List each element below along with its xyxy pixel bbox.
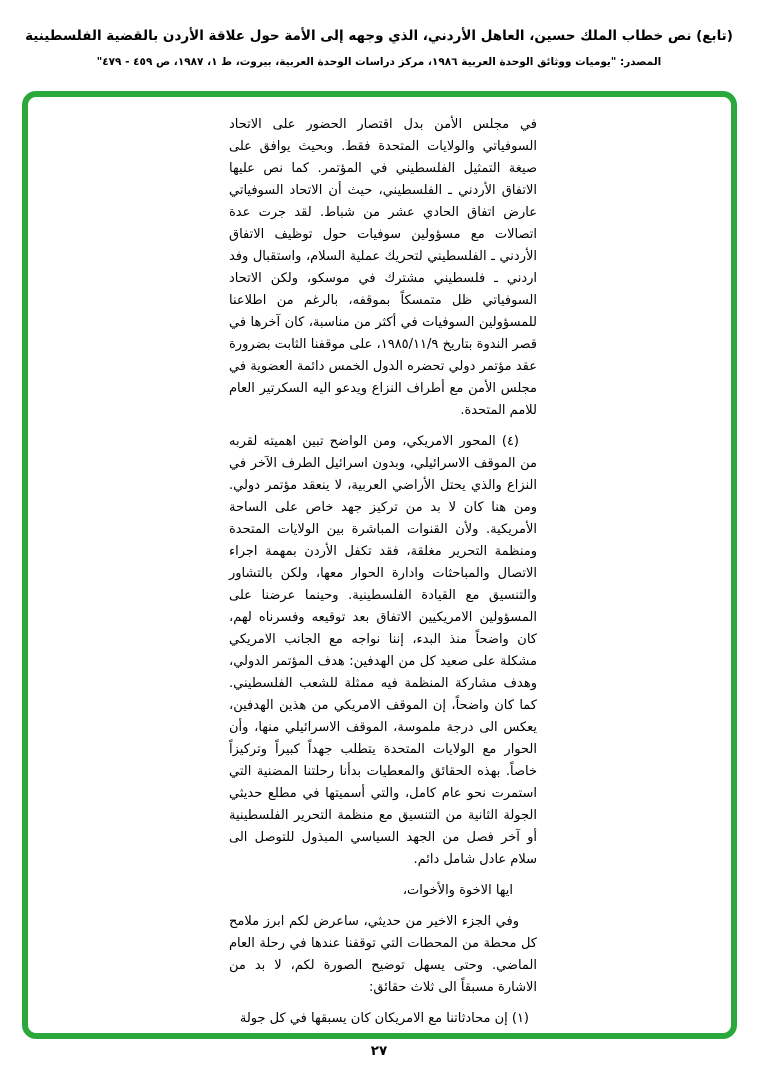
document-body — [229, 114, 537, 1039]
source-citation: المصدر: "يوميات ووثائق الوحدة العربية ١٩٨٦، مركز دراسات الوحدة العربية، بيروت، ط ١، ١٩٨٧، ص ٤٥٩ - ٤٧٩" — [96, 56, 662, 68]
body-paragraph-2: (٤) المحور الامريكي، ومن الواضح تبين اهميته لقربه من الموقف الاسرائيلي، وبدون اسرائيل الطرف الآخر في النزاع والذي يحتل الأراضي العربية، لا ينعقد مؤتمر دولي. ومن هنا كان لا بد من تركيز جهد خاص على الساحة الأمريكية. ولأن القنوات المباشرة بين الولايات المتحدة ومنظمة التحرير مغلقة، فقد تكفل الأردن بمهمة اجراء الاتصال والمباحثات وادارة الحوار معها، ولكن بالتشاور والتنسيق مع القيادة الفلسطينية. وحينما عرضنا على المسؤولين الامريكيين الاتفاق بعد توقيعه وفسرناه لهم، كان واضحاً منذ البدء، إننا نواجه مع الجانب الامريكي مشكلة على صعيد كل من الهدفين: هدف المؤتمر الدولي، وهدف مشاركة المنظمة فيه ممثلة للشعب الفلسطيني. كما كان واضحاً، إن الموقف الامريكي من هذين الهدفين، يعكس الى درجة ملموسة، الموقف الاسرائيلي منها، وأن الحوار مع الولايات المتحدة يتطلب جهداً كبيراً وتركيزاً خاصاً. بهذه الحقائق والمعطيات بدأنا رحلتنا المضنية التي استمرت نحو عام كامل، والتي أسميتها في مطلع حديثي الجولة الثانية من التنسيق مع منظمة التحرير الفلسطينية أو آخر فصل من الجهد السياسي المبذول للتوصل الى سلام عادل شامل دائم. — [229, 434, 537, 867]
numbered-item-1: (١) إن محادثاتنا مع الامريكان كان يسبقها في كل جولة — [239, 1011, 529, 1026]
page-header — [0, 26, 758, 70]
body-paragraph-1: في مجلس الأمن بدل اقتصار الحضور على الاتحاد السوفياتي والولايات المتحدة فقط. وبحيث يوافق على صيغة التمثيل الفلسطيني في المؤتمر. كما نص عليها الاتفاق الأردني ـ الفلسطيني، حيث أن الاتحاد السوفياتي عارض اتفاق الحادي عشر من شباط. لقد جرت عدة اتصالات مع مسؤولين سوفيات حول توظيف الاتفاق الأردني ـ الفلسطيني لتحريك عملية السلام، واستقبال وفد اردني ـ فلسطيني مشترك في موسكو، ولكن الاتحاد السوفياتي ظل متمسكاً بموقفه، بالرغم من اطلاعنا للمسؤولين السوفيات في أكثر من مناسبة، كان آخرها في قصر الندوة بتاريخ ١٩٨٥/١١/٩، على موقفنا الثابت بضرورة عقد مؤتمر دولي تحضره الدول الخمس دائمة العضوية في مجلس الأمن مع أطراف النزاع ويدعو اليه السكرتير العام للامم المتحدة. — [229, 117, 537, 418]
body-paragraph-3: وفي الجزء الاخير من حديثي، ساعرض لكم ابرز ملامح كل محطة من المحطات التي توقفنا عندها في رحلة العام الماضي. وحتى يسهل توضيح الصورة لكم، لا بد من الاشارة مسبقاً الى ثلاث حقائق: — [229, 914, 537, 995]
salutation-line: ايها الاخوة والأخوات، — [402, 883, 513, 898]
page-number: ٢٧ — [370, 1043, 388, 1059]
document-title: (تابع) نص خطاب الملك حسين، العاهل الأردني، الذي وجهه إلى الأمة حول علاقة الأردن بالقضية الفلسطينية — [25, 28, 733, 44]
